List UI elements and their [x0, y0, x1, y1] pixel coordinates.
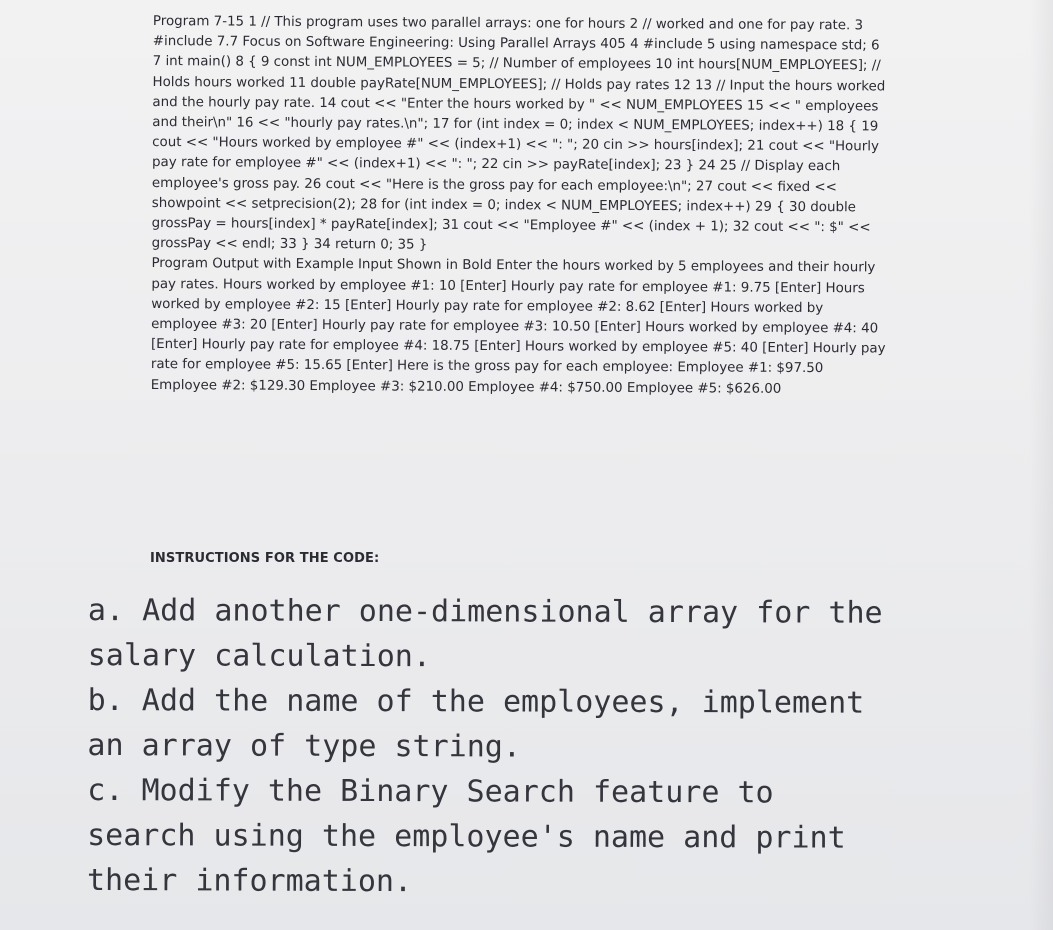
instruction-item-a: a. Add another one-dimensional array for the salary calculation.	[87, 593, 901, 675]
instruction-item-b: b. Add the name of the employees, implement an array of type string.	[87, 682, 883, 765]
instructions-list	[86, 588, 901, 906]
program-listing	[151, 12, 891, 400]
instructions-heading: INSTRUCTIONS FOR THE CODE:	[150, 551, 380, 566]
instruction-item-c: c. Modify the Binary Search feature to search using the employee's name and print their information.	[86, 772, 864, 900]
program-source-paragraph: Program 7-15 1 // This program uses two parallel arrays: one for hours 2 // worked and one for pay rate. 3 #include 7.7 Focus on Software Engineering: Using Parallel Arrays 405 4 #include 5 using namespace std; 6 7 int main() 8 { 9 const int NUM_EMPLOYEES = 5; // Number of employees 10 int hours[NUM_EMPLOYEES]; // Holds hours worked 11 double payRate[NUM_EMPLOYEES]; // Holds pay rates 12 13 // Input the hours worked and the hourly pay rate. 14 cout << "Enter the hours worked by " << NUM_EMPLOYEES 15 << " employees and their\n" 16 << "hourly pay rates.\n"; 17 for (int index = 0; index < NUM_EMPLOYEES; index++) 18 { 19 cout << "Hours worked by employee #" << (index+1) << ": "; 20 cin >> hours[index]; 21 cout << "Hourly pay rate for employee #" << (index+1) << ": "; 22 cin >> payRate[index]; 23 } 24 25 // Display each employee's gross pay. 26 cout << "Here is the gross pay for each employee:\n"; 27 cout << fixed << showpoint << setprecision(2); 28 for (int index = 0; index < NUM_EMPLOYEES; index++) 29 { 30 double grossPay = hours[index] * payRate[index]; 31 cout << "Employee #" << (index + 1); 32 cout << ": $" << grossPay << endl; 33 } 34 return 0; 35 }	[151, 13, 890, 253]
program-output-paragraph: Program Output with Example Input Shown in Bold Enter the hours worked by 5 employees and their hourly pay rates. Hours worked by employee #1: 10 [Enter] Hourly pay rate for employee #1: 9.75 [Enter] Hours worked by employee #2: 15 [Enter] Hourly pay rate for employee #2: 8.62 [Enter] Hours worked by employee #3: 20 [Enter] Hourly pay rate for employee #3: 10.50 [Enter] Hours worked by employee #4: 40 [Enter] Hourly pay rate for employee #4: 18.75 [Enter] Hours worked by employee #5: 40 [Enter] Hourly pay rate for employee #5: 15.65 [Enter] Here is the gross pay for each employee: Employee #1: $97.50 Employee #2: $129.30 Employee #3: $210.00 Employee #4: $750.00 Employee #5: $626.00	[150, 256, 890, 397]
screen-edge-shadow	[1029, 0, 1053, 930]
